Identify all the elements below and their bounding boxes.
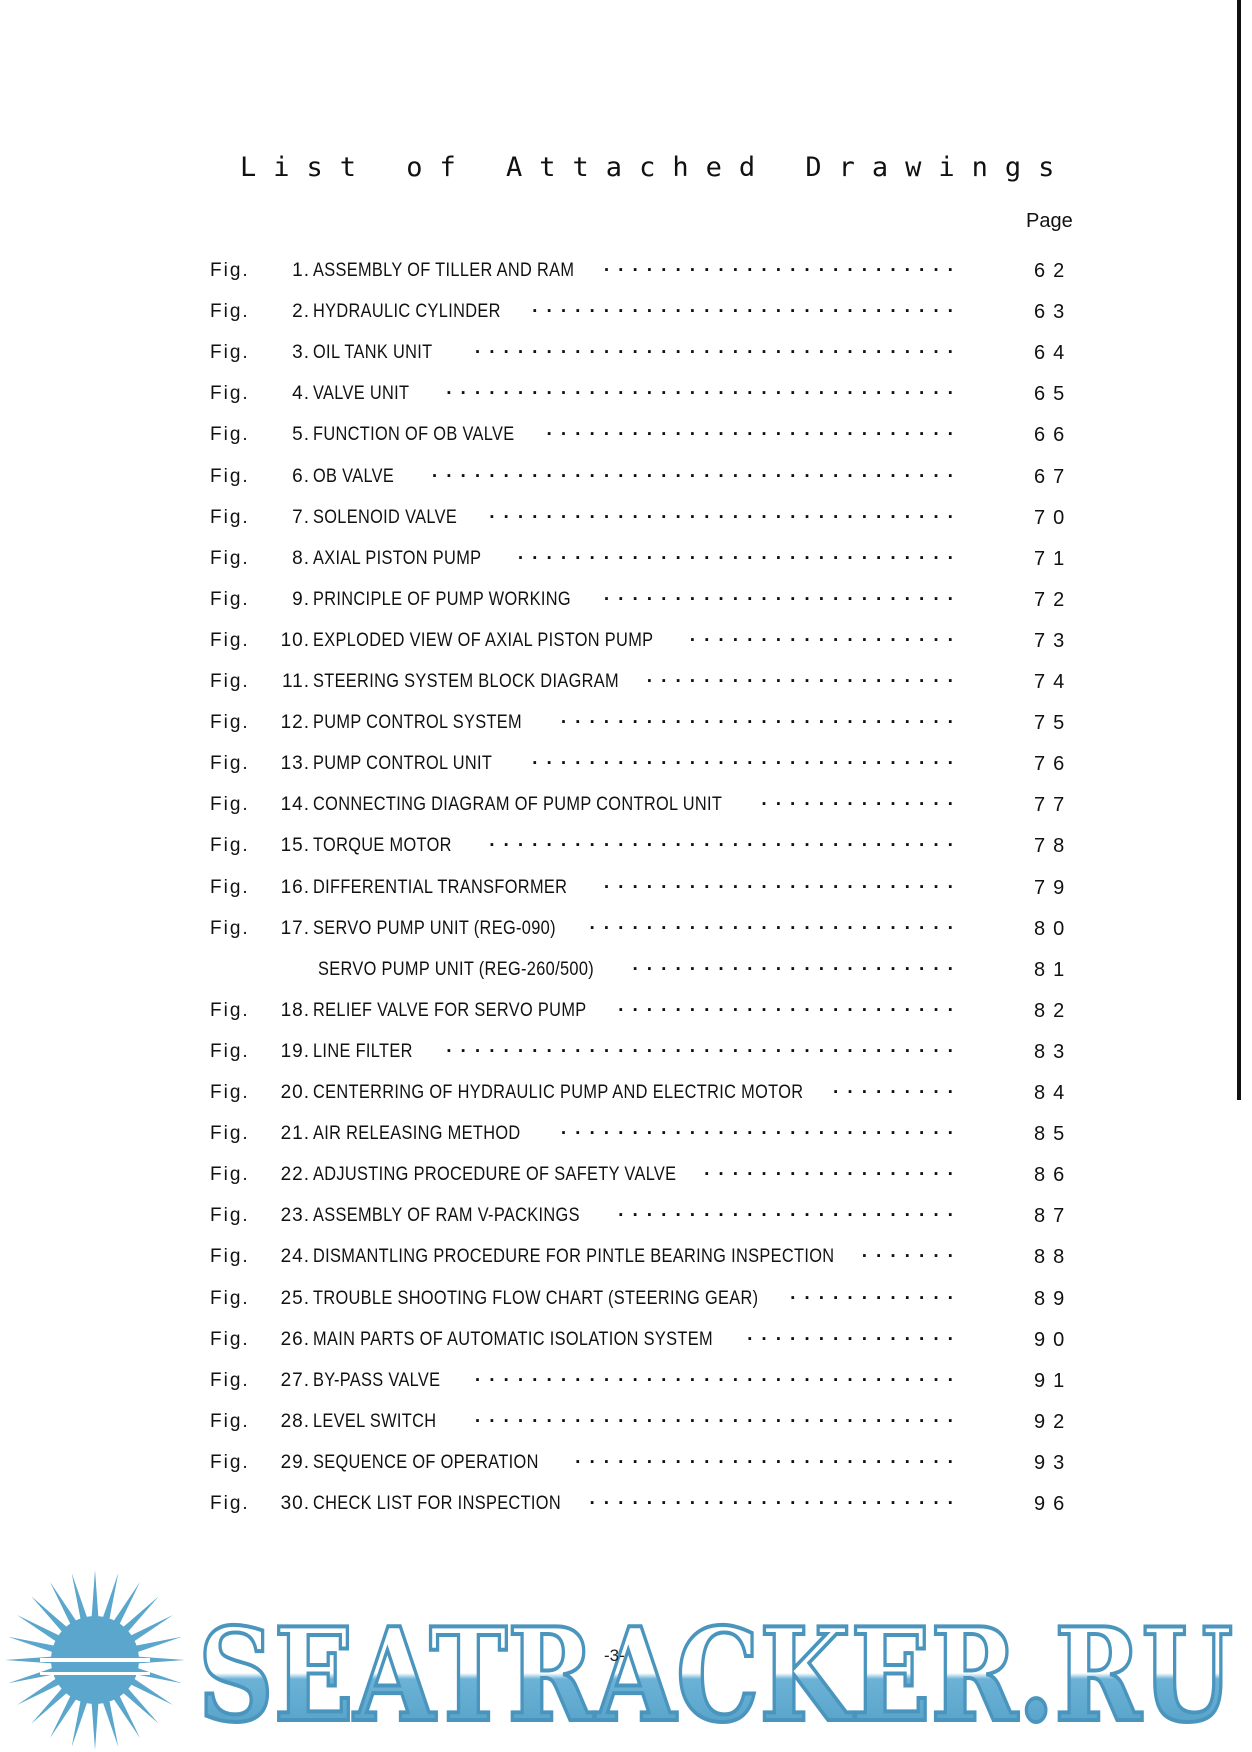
fig-title: CHECK LIST FOR INSPECTION: [313, 1493, 561, 1514]
fig-number: 24.: [280, 1246, 310, 1268]
fig-number: 10.: [280, 629, 310, 651]
toc-row: [0, 420, 1252, 450]
sun-ray: [91, 1570, 98, 1620]
page-number-cell: 96: [1034, 1493, 1073, 1515]
fig-label: Fig.: [210, 671, 250, 692]
toc-row: [0, 1284, 1252, 1314]
dot-leader: ············: [790, 1287, 962, 1309]
fig-label: Fig.: [210, 383, 250, 405]
sun-ray: [31, 1686, 69, 1724]
fig-label: Fig.: [210, 506, 250, 528]
toc-row: [0, 996, 1252, 1026]
fig-label: Fig.: [210, 876, 250, 898]
fig-number: 11.: [281, 671, 310, 692]
sun-ray: [133, 1637, 182, 1653]
toc-row: [0, 1366, 1252, 1396]
dot-leader: ·······: [861, 1246, 962, 1268]
fig-label: Fig.: [210, 917, 250, 939]
sun-ray: [102, 1573, 118, 1622]
fig-label: Fig.: [210, 1410, 250, 1432]
page-number-cell: 89: [1034, 1287, 1073, 1310]
page-number-cell: 83: [1034, 1040, 1073, 1063]
fig-title: MAIN PARTS OF AUTOMATIC ISOLATION SYSTEM: [313, 1328, 713, 1350]
page-number-cell: 81: [1034, 958, 1073, 981]
dot-leader: ························: [618, 999, 962, 1021]
fig-title: RELIEF VALVE FOR SERVO PUMP: [313, 999, 587, 1021]
fig-number: 18.: [280, 999, 310, 1021]
dot-leader: ··································: [474, 342, 962, 364]
dot-leader: ··················: [704, 1164, 962, 1186]
sun-ray: [72, 1698, 88, 1747]
fig-number: 29.: [280, 1451, 310, 1473]
fig-title: AIR RELEASING METHOD: [313, 1123, 521, 1145]
toc-row: [0, 503, 1252, 533]
page-number-cell: 73: [1034, 629, 1073, 652]
toc-row: [0, 379, 1252, 409]
fig-number: 6.: [292, 465, 310, 487]
dot-leader: ······················: [646, 671, 962, 692]
sun-ray: [8, 1637, 57, 1653]
fig-title: CENTERRING OF HYDRAULIC PUMP AND ELECTRIC MOTOR: [313, 1082, 804, 1103]
fig-title: HYDRAULIC CYLINDER: [313, 301, 501, 323]
dot-leader: ························: [618, 1205, 962, 1227]
fig-label: Fig.: [210, 1451, 250, 1473]
fig-label: Fig.: [210, 835, 250, 857]
page-column-header: Page: [1026, 210, 1073, 232]
toc-row: [0, 1119, 1252, 1149]
fig-number: 21.: [280, 1123, 310, 1145]
sun-ray: [8, 1667, 57, 1683]
page-number-cell: 72: [1034, 588, 1073, 611]
toc-row: [0, 1407, 1252, 1437]
toc-row: [0, 667, 1252, 697]
page-number-cell: 74: [1034, 671, 1073, 693]
page-number-cell: 71: [1034, 547, 1073, 570]
page-number-cell: 67: [1034, 465, 1073, 488]
toc-row: [0, 626, 1252, 656]
dot-leader: ···················: [689, 629, 962, 651]
fig-label: Fig.: [210, 1287, 250, 1309]
dot-leader: ····························: [560, 712, 962, 734]
sun-ray: [102, 1698, 118, 1747]
fig-title: SOLENOID VALVE: [313, 506, 458, 528]
fig-label: Fig.: [210, 794, 250, 816]
fig-label: Fig.: [210, 424, 250, 446]
toc-row: [0, 544, 1252, 574]
page-number-cell: 75: [1034, 712, 1073, 735]
watermark: [0, 1560, 1252, 1750]
sun-ray: [133, 1667, 182, 1683]
fig-label: Fig.: [210, 588, 250, 610]
toc-row: [0, 790, 1252, 820]
fig-number: 1.: [292, 260, 310, 281]
toc-row: [0, 297, 1252, 327]
fig-title: PUMP CONTROL SYSTEM: [313, 712, 523, 734]
fig-number: 5.: [292, 424, 310, 446]
page-number-cell: 70: [1034, 506, 1073, 529]
fig-number: 25.: [280, 1287, 310, 1309]
dot-leader: ····································: [446, 383, 962, 405]
fig-title: EXPLODED VIEW OF AXIAL PISTON PUMP: [313, 629, 654, 651]
page-number-cell: 78: [1034, 835, 1073, 858]
fig-title: ADJUSTING PROCEDURE OF SAFETY VALVE: [313, 1164, 677, 1186]
dot-leader: ··························: [589, 1493, 962, 1514]
sun-logo-icon: [5, 1570, 185, 1750]
page-number-cell: 64: [1034, 342, 1073, 365]
dot-leader: ·························: [603, 876, 962, 898]
fig-number: 19.: [280, 1040, 310, 1062]
fig-title: TORQUE MOTOR: [313, 835, 452, 857]
page-number-cell: 66: [1034, 424, 1073, 447]
dot-leader: ··································: [474, 1369, 962, 1391]
dot-leader: ······························: [532, 753, 962, 775]
fig-title: FUNCTION OF OB VALVE: [313, 424, 515, 446]
fig-title: LINE FILTER: [313, 1040, 413, 1062]
toc-row: [0, 1201, 1252, 1231]
page-number-cell: 92: [1034, 1410, 1073, 1433]
fig-number: 17.: [280, 917, 310, 939]
dot-leader: ·········: [833, 1082, 962, 1103]
dot-leader: ·························: [603, 588, 962, 610]
fig-title: SEQUENCE OF OPERATION: [313, 1451, 539, 1473]
dot-leader: ·································: [489, 506, 962, 528]
fig-title: PUMP CONTROL UNIT: [313, 753, 493, 775]
fig-label: Fig.: [210, 1164, 250, 1186]
fig-title: PRINCIPLE OF PUMP WORKING: [313, 588, 571, 610]
fig-title: AXIAL PISTON PUMP: [313, 547, 482, 569]
dot-leader: ··································: [474, 1410, 962, 1432]
dot-leader: ·····································: [431, 465, 962, 487]
fig-label: Fig.: [210, 1328, 250, 1350]
toc-row: [0, 914, 1252, 944]
fig-number: 30.: [280, 1493, 310, 1514]
fig-label: Fig.: [210, 547, 250, 569]
fig-label: Fig.: [210, 342, 250, 364]
page-number-cell: 76: [1034, 753, 1073, 776]
page-number-cell: 63: [1034, 301, 1073, 324]
fig-label: Fig.: [210, 629, 250, 651]
fig-number: 9.: [292, 588, 310, 610]
fig-label: Fig.: [210, 712, 250, 734]
fig-number: 3.: [292, 342, 310, 364]
fig-number: 4.: [292, 383, 310, 405]
toc-row: [0, 1037, 1252, 1067]
dot-leader: ·······························: [517, 547, 962, 569]
sun-ray: [121, 1686, 159, 1724]
page-number-cell: 80: [1034, 917, 1073, 940]
toc-row: [0, 585, 1252, 615]
watermark-text: SEATRACKER.RU: [198, 1601, 1233, 1750]
fig-label: Fig.: [210, 301, 250, 323]
dot-leader: ·································: [489, 835, 962, 857]
dot-leader: ·························: [603, 260, 962, 281]
fig-label: Fig.: [210, 999, 250, 1021]
dot-leader: ·······················: [632, 958, 962, 980]
fig-number: 27.: [280, 1369, 310, 1391]
fig-title: TROUBLE SHOOTING FLOW CHART (STEERING GEAR): [313, 1287, 759, 1309]
fig-number: 2.: [292, 301, 310, 323]
fig-title: BY-PASS VALVE: [313, 1369, 441, 1391]
fig-number: 15.: [280, 835, 310, 857]
dot-leader: ···············: [747, 1328, 962, 1350]
toc-row: [0, 256, 1252, 286]
sun-ray: [72, 1573, 88, 1622]
fig-label: Fig.: [210, 1246, 250, 1268]
dot-leader: ···························: [575, 1451, 962, 1473]
dot-leader: ··························: [589, 917, 962, 939]
toc-row: [0, 1489, 1252, 1519]
toc-row: [0, 1160, 1252, 1190]
fig-label: Fig.: [210, 1493, 250, 1514]
dot-leader: ····························: [560, 1123, 962, 1145]
fig-label: Fig.: [210, 1205, 250, 1227]
fig-label: Fig.: [210, 465, 250, 487]
sun-ray: [121, 1596, 159, 1634]
page-number-cell: 86: [1034, 1164, 1073, 1187]
fig-title: VALVE UNIT: [313, 383, 410, 405]
fig-title: SERVO PUMP UNIT (REG-090): [313, 917, 556, 939]
fig-title: OIL TANK UNIT: [313, 342, 433, 364]
dot-leader: ·····························: [546, 424, 962, 446]
fig-title: DIFFERENTIAL TRANSFORMER: [313, 876, 568, 898]
page-number-cell: 88: [1034, 1246, 1073, 1269]
fig-number: 7.: [292, 506, 310, 528]
toc-row: [0, 831, 1252, 861]
sun-ray: [31, 1596, 69, 1634]
page-number-cell: 65: [1034, 383, 1073, 406]
fig-number: 28.: [280, 1410, 310, 1432]
fig-title: STEERING SYSTEM BLOCK DIAGRAM: [313, 671, 619, 692]
page-number-cell: 90: [1034, 1328, 1073, 1351]
toc-row: [0, 338, 1252, 368]
page-number-cell: 93: [1034, 1451, 1073, 1474]
page-number: -3-: [604, 1646, 625, 1665]
toc-row: [0, 708, 1252, 738]
fig-number: 12.: [280, 712, 310, 734]
fig-label: Fig.: [210, 1082, 250, 1103]
toc-row: [0, 1242, 1252, 1272]
fig-number: 13.: [280, 753, 310, 775]
toc-row: [0, 1325, 1252, 1355]
fig-title: LEVEL SWITCH: [313, 1410, 437, 1432]
fig-number: 8.: [292, 547, 310, 569]
fig-title: DISMANTLING PROCEDURE FOR PINTLE BEARING INSPECTION: [313, 1246, 835, 1268]
fig-title: CONNECTING DIAGRAM OF PUMP CONTROL UNIT: [313, 794, 723, 816]
fig-title: SERVO PUMP UNIT (REG-260/500): [318, 958, 595, 980]
fig-number: 23.: [280, 1205, 310, 1227]
toc-row: [0, 462, 1252, 492]
page-number-cell: 79: [1034, 876, 1073, 899]
fig-number: 26.: [280, 1328, 310, 1350]
fig-label: Fig.: [210, 260, 250, 281]
fig-title: OB VALVE: [313, 465, 395, 487]
page-number-cell: 62: [1034, 260, 1073, 282]
fig-number: 14.: [280, 794, 310, 816]
fig-label: Fig.: [210, 1369, 250, 1391]
toc-row: [0, 749, 1252, 779]
toc-row: [0, 1448, 1252, 1478]
page-number-cell: 85: [1034, 1123, 1073, 1146]
fig-label: Fig.: [210, 753, 250, 775]
fig-title: ASSEMBLY OF RAM V-PACKINGS: [313, 1205, 580, 1227]
fig-label: Fig.: [210, 1123, 250, 1145]
page-number-cell: 91: [1034, 1369, 1073, 1392]
fig-title: ASSEMBLY OF TILLER AND RAM: [313, 260, 575, 281]
page-title: List of Attached Drawings: [240, 152, 1072, 183]
fig-number: 22.: [280, 1164, 310, 1186]
page-number-cell: 77: [1034, 794, 1073, 817]
toc-row: [0, 873, 1252, 903]
fig-label: Fig.: [210, 1040, 250, 1062]
fig-number: 20.: [280, 1082, 310, 1103]
toc-row: [0, 955, 1252, 985]
page-number-cell: 87: [1034, 1205, 1073, 1228]
fig-number: 16.: [280, 876, 310, 898]
toc-row: [0, 1078, 1252, 1108]
sun-ray: [91, 1700, 98, 1750]
dot-leader: ··············: [761, 794, 962, 816]
page-number-cell: 82: [1034, 999, 1073, 1022]
dot-leader: ······························: [532, 301, 962, 323]
dot-leader: ····································: [446, 1040, 962, 1062]
page-number-cell: 84: [1034, 1082, 1073, 1104]
